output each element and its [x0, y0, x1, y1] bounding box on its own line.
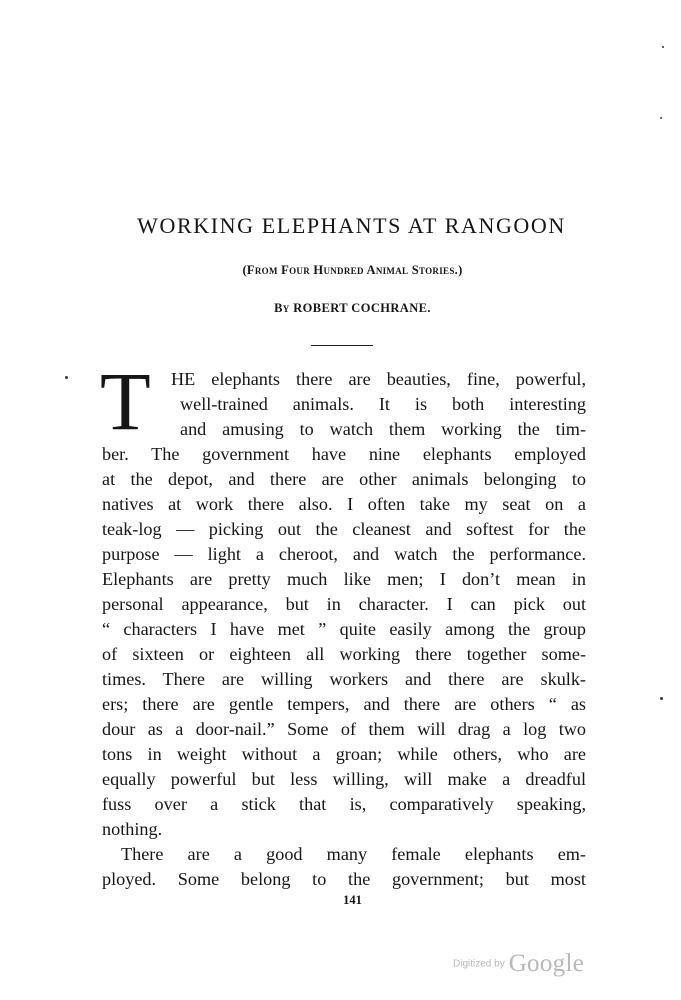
text-line: ployed. Some belong to the government; but most: [102, 869, 586, 889]
text-line: tons in weight without a groan; while others, who are: [102, 744, 586, 764]
scan-speck: [65, 376, 68, 379]
section-rule: [311, 345, 373, 346]
google-logo: Google: [508, 950, 585, 977]
article-source: (From Four Hundred Animal Stories.): [242, 263, 463, 277]
text-line: fuss over a stick that is, comparatively speaking,: [102, 794, 586, 814]
text-line: teak-log — picking out the cleanest and softest for the: [102, 519, 586, 539]
byline-prefix: By: [274, 301, 290, 315]
text-line: personal appearance, but in character. I can pick out: [102, 594, 586, 614]
text-line: well-trained animals. It is both interesting: [180, 394, 586, 414]
article-title: WORKING ELEPHANTS AT RANGOON: [137, 213, 566, 238]
digitized-watermark: [453, 950, 584, 978]
byline-author: ROBERT COCHRANE.: [293, 301, 431, 315]
scan-speck: [662, 46, 664, 48]
text-line: at the depot, and there are other animals belonging to: [102, 469, 586, 489]
text-line: equally powerful but less willing, will make a dreadful: [102, 769, 586, 789]
text-line: “ characters I have met ” quite easily among the group: [102, 619, 586, 639]
article-byline: [0, 301, 681, 316]
scan-speck: [660, 117, 662, 119]
text-line: times. There are willing workers and there are skulk-: [102, 669, 586, 689]
text-line: of sixteen or eighteen all working there together some-: [102, 644, 586, 664]
watermark-prefix: Digitized by: [453, 958, 505, 970]
text-line: Elephants are pretty much like men; I don’t mean in: [102, 569, 586, 589]
text-line: and amusing to watch them working the tim-: [180, 419, 586, 439]
text-line: dour as a door-nail.” Some of them will drag a log two: [102, 719, 586, 739]
text-line: nothing.: [102, 819, 163, 839]
text-line: ers; there are gentle tempers, and there are others “ as: [102, 694, 586, 714]
text-line: There are a good many female elephants em-: [121, 844, 586, 864]
text-line: natives at work there also. I often take my seat on a: [102, 494, 586, 514]
drop-cap: T: [100, 355, 151, 447]
text-line: purpose — light a cheroot, and watch the performance.: [102, 544, 586, 564]
page-number: 141: [343, 893, 362, 907]
text-line: ber. The government have nine elephants employed: [102, 444, 586, 464]
scan-speck: [660, 697, 663, 700]
text-line: HE elephants there are beauties, fine, powerful,: [171, 369, 586, 389]
